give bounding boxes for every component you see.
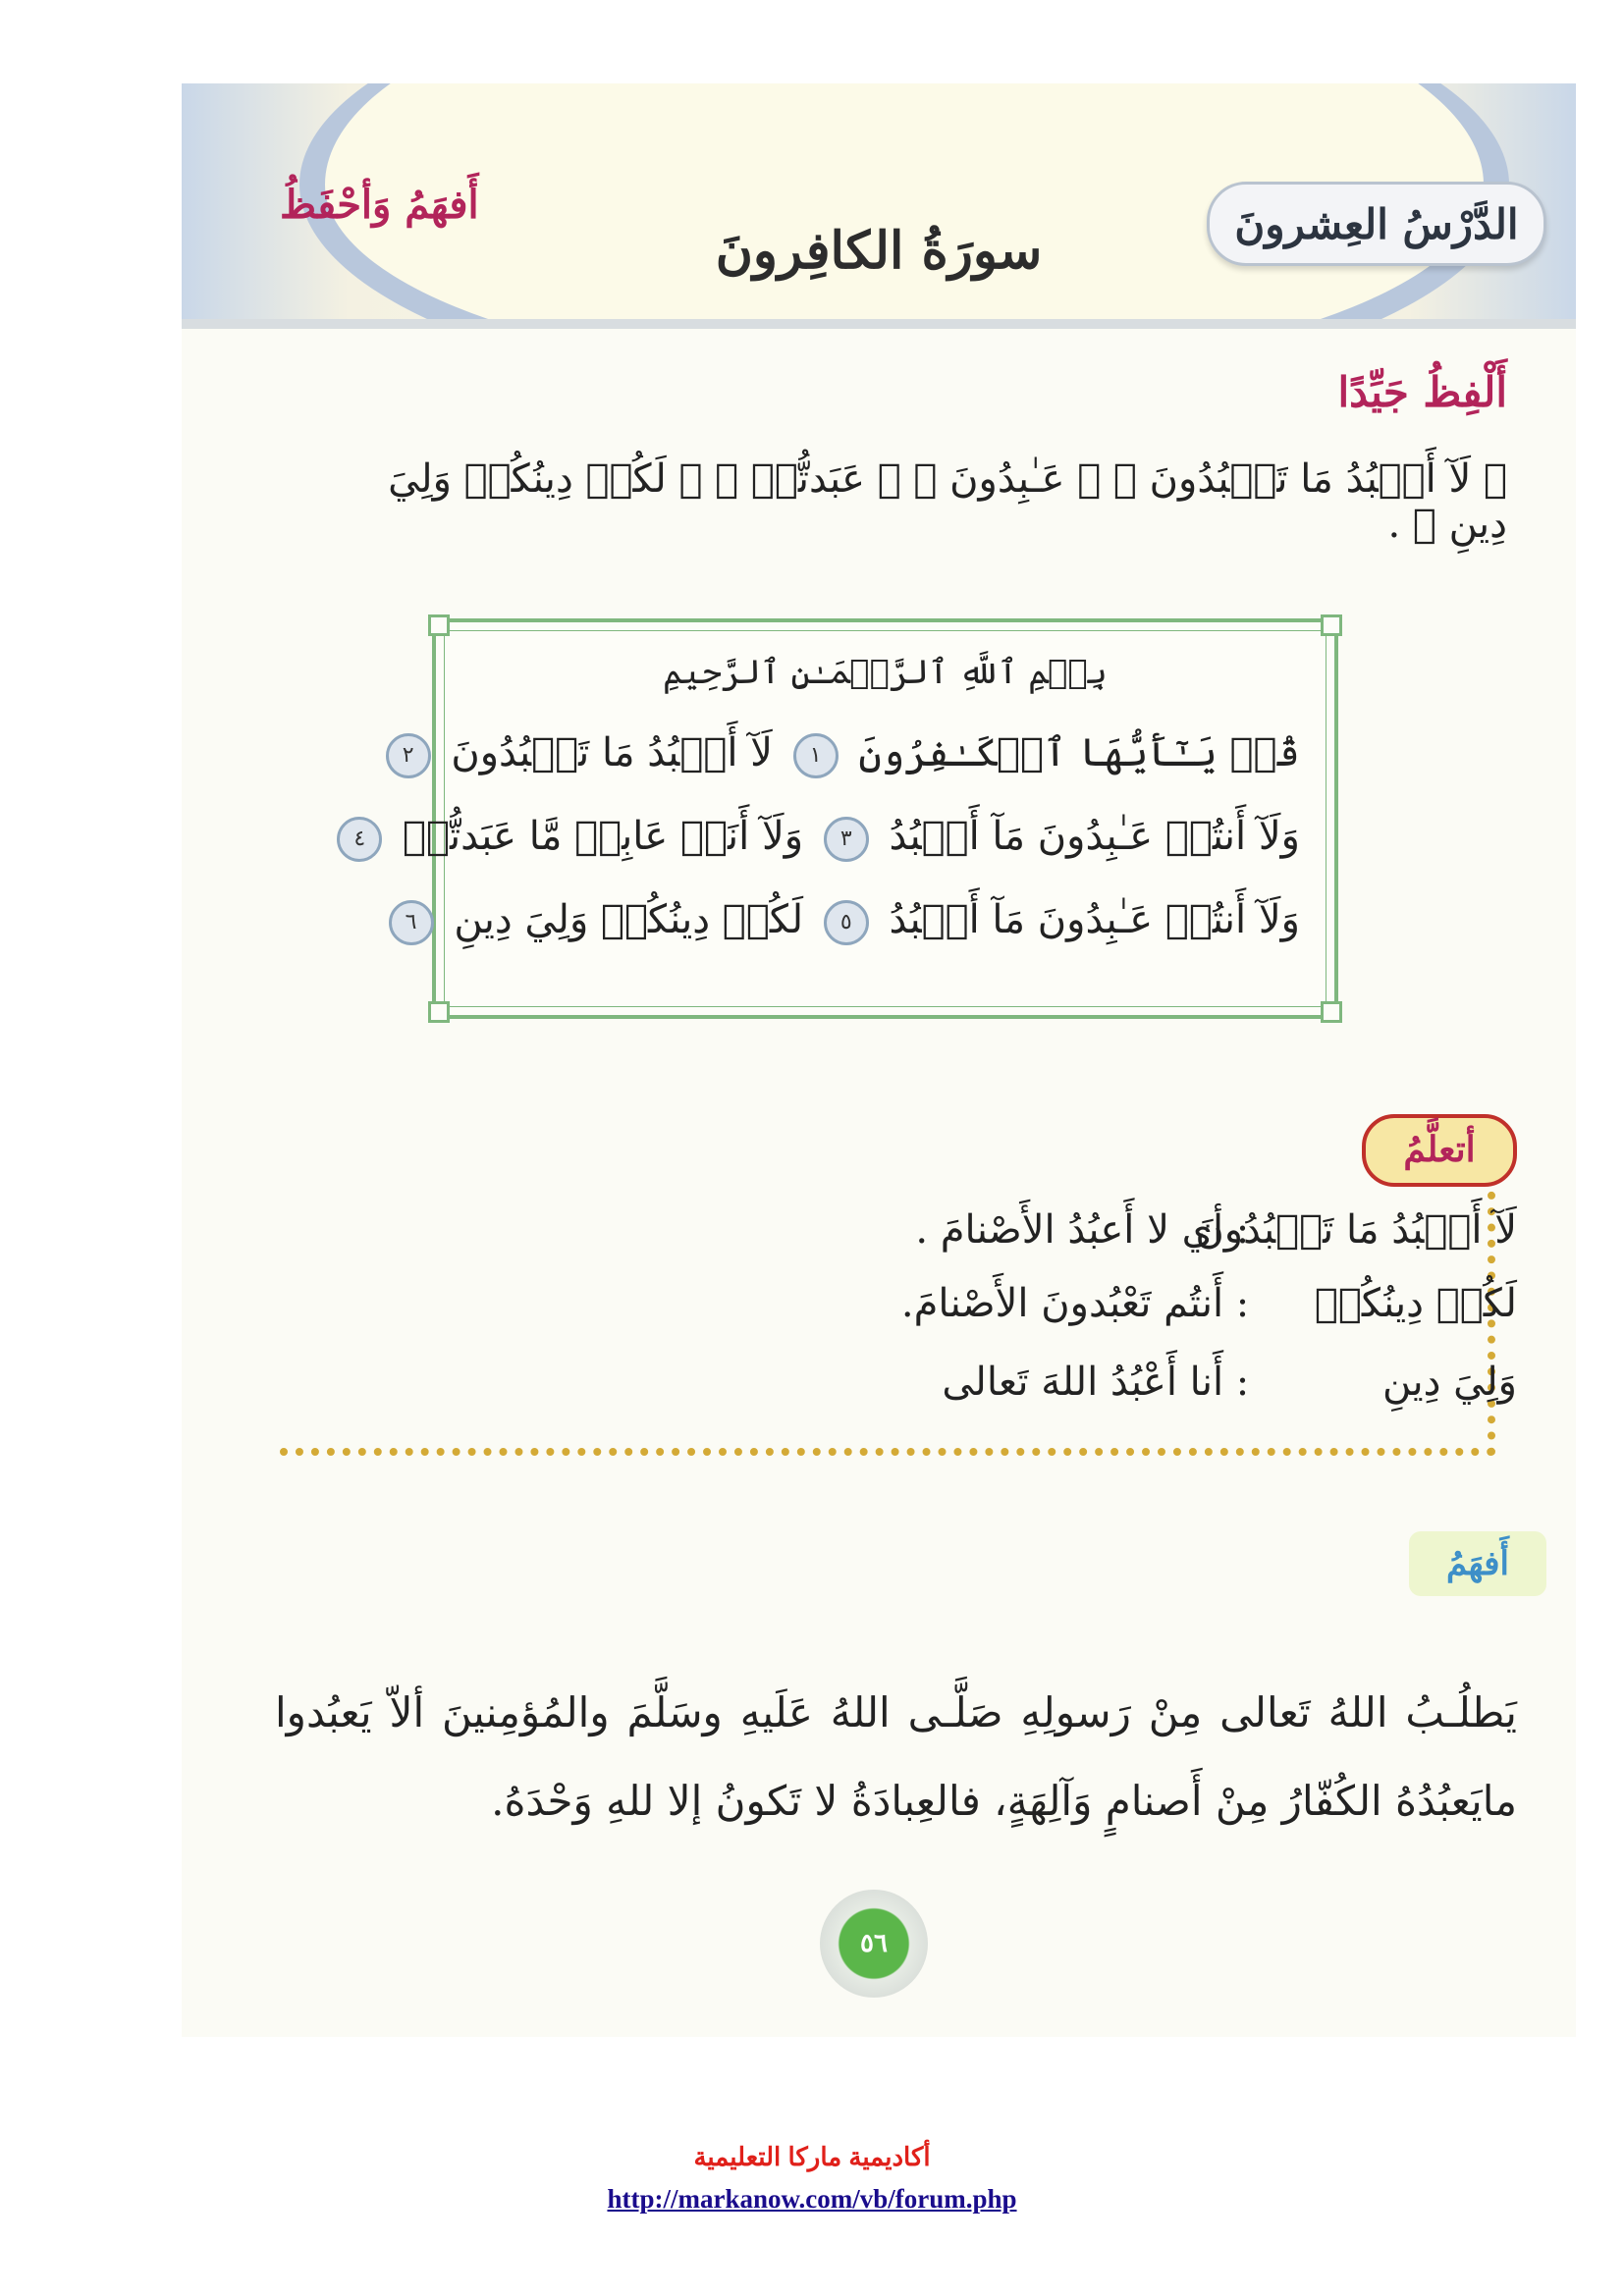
ayah-line <box>353 814 1300 862</box>
learn-row <box>942 1360 1517 1405</box>
section-memorize-label: أَفهَمُ وَأحْفَظُ <box>280 182 479 228</box>
lesson-number-badge: الدَّرْسُ العِشرونَ <box>1207 182 1546 266</box>
ayah-text: وَلَآ أَنَا۠ عَابِدٞ مَّا عَبَدتُّمۡ <box>402 814 804 859</box>
quran-frame <box>353 618 1338 1019</box>
footer-link[interactable]: http://markanow.com/vb/forum.php <box>607 2184 1017 2214</box>
understand-paragraph: يَطلُـبُ اللهُ تَعالى مِنْ رَسولِهِ صَلَّـى اللهُ عَلَيهِ وسَلَّمَ والمُؤمِنينَ ألاّ يَعبُدوا مايَعبُدُهُ الكُفّارُ مِنْ أَصنامٍ وَآلِهَةٍ، فالعِبادَةُ لا تَكونُ إلا للهِ وَحْدَهُ. <box>275 1688 1517 1825</box>
ayah-text: لَكُمۡ دِينُكُمۡ وَلِيَ دِينِ <box>454 897 804 942</box>
ayah-number-marker: ٣ <box>824 817 869 862</box>
learn-term: لَآ أَعۡبُدُ مَا تَعۡبُدُونَ <box>1195 1207 1517 1253</box>
learn-definition: : أي لا أَعبُدُ الأَصْنامَ . <box>915 1207 1250 1253</box>
learn-term: وَلِيَ دِينِ <box>1382 1360 1517 1405</box>
ayah-number-marker: ٦ <box>389 900 434 945</box>
frame-corner-ornament <box>1321 614 1342 636</box>
page-header <box>182 83 1576 329</box>
footer-title: أكاديمية ماركا التعليمية <box>693 2142 931 2171</box>
frame-corner-ornament <box>1321 1001 1342 1023</box>
pronounce-heading: أَلْفِظُ جَيِّدًا <box>1337 368 1507 416</box>
frame-corner-ornament <box>428 614 450 636</box>
page-number: ٥٦ <box>860 1929 888 1958</box>
learn-definition: : أَنتُم تَعْبُدونَ الأَصْنامَ. <box>900 1281 1250 1326</box>
basmala: بِسۡمِ ٱللَّهِ ٱلرَّحۡمَـٰنِ ٱلرَّحِيمِ <box>663 653 1108 692</box>
learn-row <box>901 1281 1517 1326</box>
surah-title: سورَةُ الكافِرونَ <box>715 221 1043 281</box>
ayah-line <box>402 730 1300 778</box>
pronounce-words: ﴿ لَآ أَعۡبُدُ مَا تَعۡبُدُونَ ﴾ ﴿ عَـٰبِدُونَ ﴾ ﴿ عَبَدتُّمۡ ﴾ ﴿ لَكُمۡ دِينُكُمۡ وَلِيَ دِينِ ﴾ . <box>388 456 1507 547</box>
ayah-text: لَآ أَعۡبُدُ مَا تَعۡبُدُونَ <box>451 730 773 775</box>
ayah-number-marker: ٤ <box>337 817 382 862</box>
learn-definition: : أَنا أَعْبُدُ اللهَ تَعالى <box>942 1360 1250 1405</box>
ayah-text: وَلَآ أَنتُمۡ عَـٰبِدُونَ مَآ أَعۡبُدُ <box>889 897 1300 942</box>
learn-row <box>915 1207 1517 1253</box>
learn-label: أتعلَّمُ <box>1362 1114 1517 1187</box>
ayah-text: قُلۡ يَـٰٓأَيُّهَا ٱلۡكَـٰفِرُونَ <box>858 730 1300 775</box>
ayah-number-marker: ٢ <box>386 733 431 778</box>
ayah-text: وَلَآ أَنتُمۡ عَـٰبِدُونَ مَآ أَعۡبُدُ <box>889 814 1300 859</box>
book-page <box>182 83 1576 2037</box>
ayah-number-marker: ٥ <box>824 900 869 945</box>
ayah-number-marker: ١ <box>793 733 839 778</box>
page-number-badge <box>820 1890 928 1998</box>
frame-corner-ornament <box>428 1001 450 1023</box>
understand-label: أَفهَمُ <box>1409 1531 1546 1596</box>
learn-term: لَكُمۡ دِينُكُمۡ <box>1314 1281 1517 1326</box>
ayah-line <box>405 897 1300 945</box>
